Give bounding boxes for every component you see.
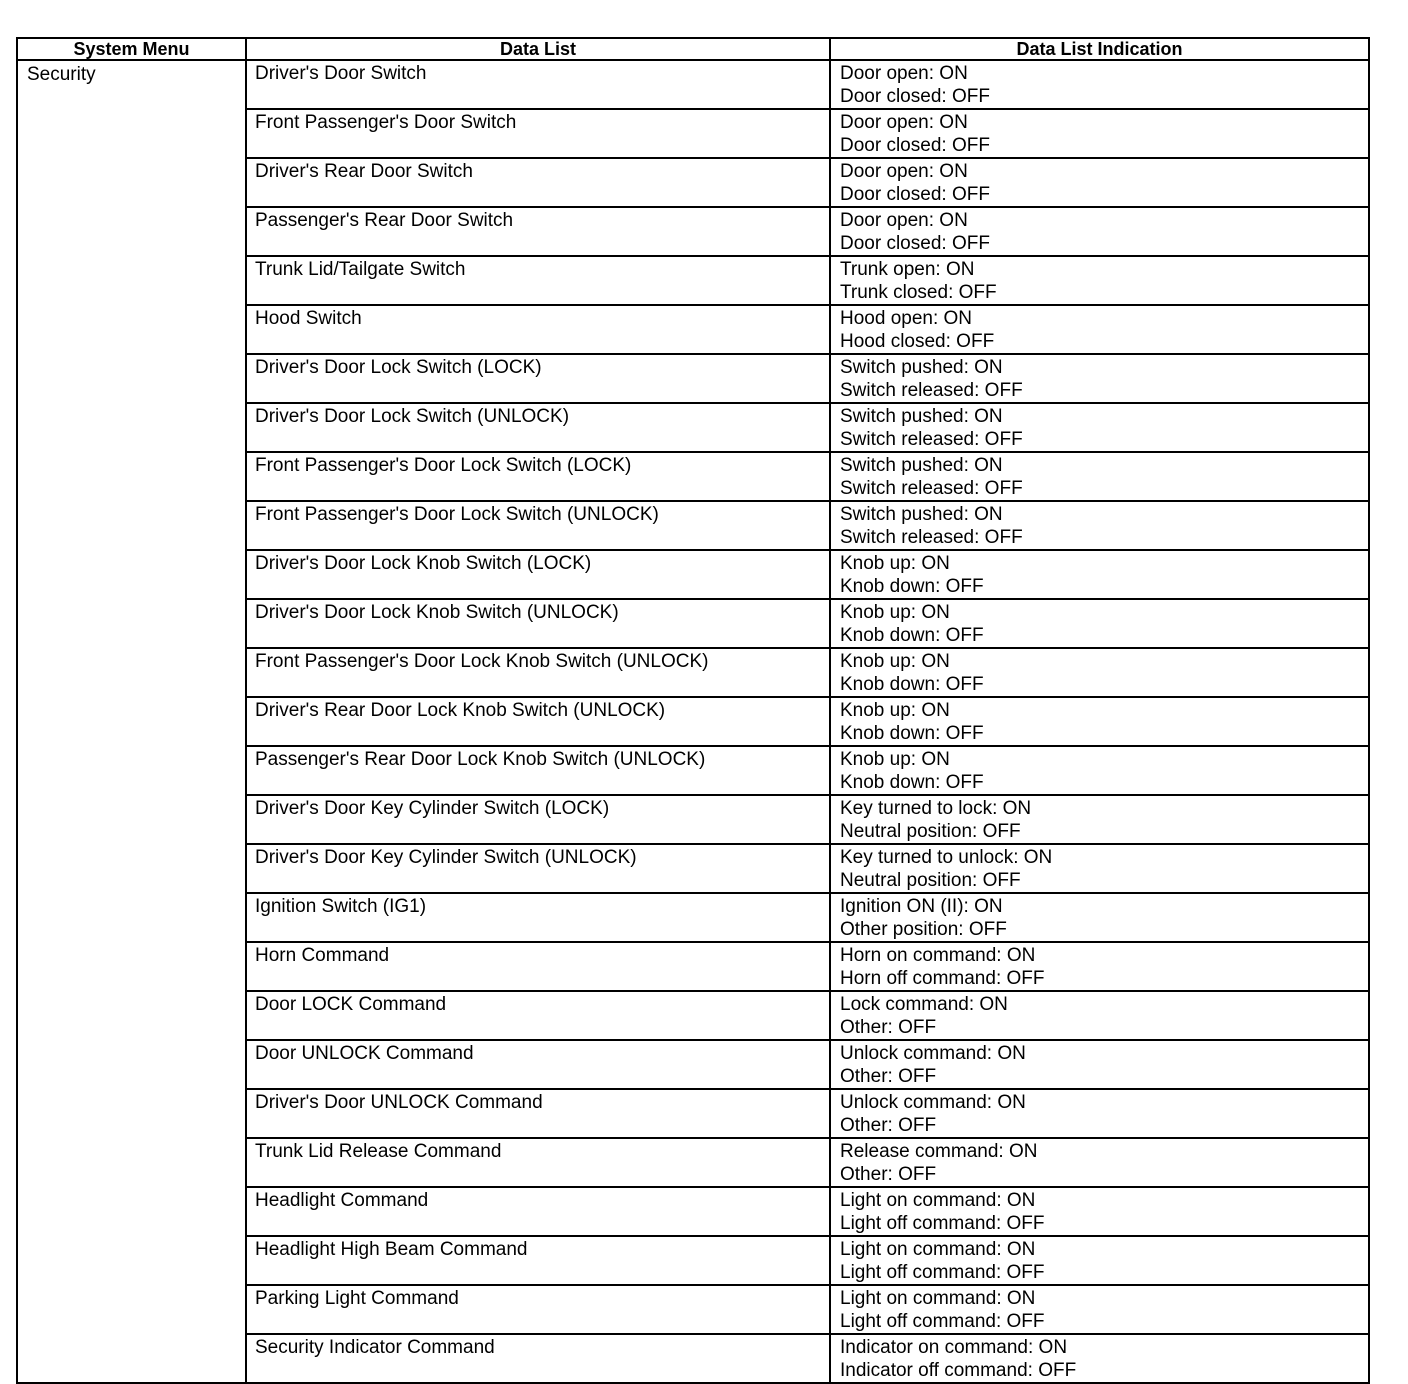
indication-off-text: Indicator off command: OFF	[840, 1360, 1077, 1381]
indication-on-text: Indicator on command: ON	[840, 1337, 1068, 1358]
data-list-indication	[830, 1040, 1369, 1089]
indication-off-text: Light off command: OFF	[840, 1213, 1045, 1234]
indication-on-text: Light on command: ON	[840, 1239, 1036, 1260]
data-list-item: Driver's Door Key Cylinder Switch (UNLOCK)	[246, 844, 830, 893]
indication-on-text: Key turned to lock: ON	[840, 798, 1032, 819]
data-list-indication	[830, 599, 1369, 648]
data-list-indication	[830, 991, 1369, 1040]
header-system-menu: System Menu	[17, 38, 246, 60]
data-list-indication	[830, 60, 1369, 109]
indication-off-text: Knob down: OFF	[840, 674, 984, 695]
data-list-indication	[830, 207, 1369, 256]
data-list-item: Headlight Command	[246, 1187, 830, 1236]
data-list-indication	[830, 795, 1369, 844]
data-list-indication	[830, 305, 1369, 354]
data-list-indication	[830, 1334, 1369, 1383]
data-list-item: Driver's Door Lock Knob Switch (UNLOCK)	[246, 599, 830, 648]
data-list-item: Passenger's Rear Door Lock Knob Switch (UNLOCK)	[246, 746, 830, 795]
indication-on-text: Hood open: ON	[840, 308, 973, 329]
indication-on-text: Key turned to unlock: ON	[840, 847, 1053, 868]
data-list-indication	[830, 942, 1369, 991]
header-row	[17, 38, 1369, 60]
security-data-list-table	[16, 37, 1370, 1384]
indication-on-text: Trunk open: ON	[840, 259, 975, 280]
indication-on-text: Knob up: ON	[840, 553, 950, 574]
indication-on-text: Switch pushed: ON	[840, 455, 1003, 476]
indication-on-text: Lock command: ON	[840, 994, 1008, 1015]
data-list-item: Driver's Door Lock Switch (LOCK)	[246, 354, 830, 403]
header-data-list: Data List	[246, 38, 830, 60]
data-list-item: Driver's Door Lock Switch (UNLOCK)	[246, 403, 830, 452]
system-menu-cell: Security	[17, 60, 246, 1383]
data-list-indication	[830, 697, 1369, 746]
indication-on-text: Light on command: ON	[840, 1288, 1036, 1309]
indication-on-text: Door open: ON	[840, 63, 968, 84]
data-list-item: Driver's Rear Door Lock Knob Switch (UNLOCK)	[246, 697, 830, 746]
indication-off-text: Switch released: OFF	[840, 527, 1023, 548]
indication-on-text: Ignition ON (II): ON	[840, 896, 1003, 917]
data-list-item: Front Passenger's Door Switch	[246, 109, 830, 158]
indication-on-text: Door open: ON	[840, 210, 968, 231]
indication-on-text: Switch pushed: ON	[840, 357, 1003, 378]
header-data-list-indication: Data List Indication	[830, 38, 1369, 60]
data-list-indication	[830, 109, 1369, 158]
indication-off-text: Door closed: OFF	[840, 184, 990, 205]
data-list-item: Security Indicator Command	[246, 1334, 830, 1383]
indication-off-text: Switch released: OFF	[840, 429, 1023, 450]
data-list-indication	[830, 648, 1369, 697]
indication-off-text: Hood closed: OFF	[840, 331, 995, 352]
data-list-item: Headlight High Beam Command	[246, 1236, 830, 1285]
indication-off-text: Other: OFF	[840, 1066, 937, 1087]
indication-on-text: Switch pushed: ON	[840, 406, 1003, 427]
indication-off-text: Neutral position: OFF	[840, 821, 1021, 842]
data-list-indication	[830, 403, 1369, 452]
indication-on-text: Release command: ON	[840, 1141, 1038, 1162]
indication-on-text: Light on command: ON	[840, 1190, 1036, 1211]
indication-off-text: Light off command: OFF	[840, 1311, 1045, 1332]
data-list-indication	[830, 1089, 1369, 1138]
data-list-item: Trunk Lid Release Command	[246, 1138, 830, 1187]
data-list-item: Door LOCK Command	[246, 991, 830, 1040]
indication-on-text: Door open: ON	[840, 112, 968, 133]
data-list-item: Hood Switch	[246, 305, 830, 354]
indication-off-text: Other: OFF	[840, 1164, 937, 1185]
indication-off-text: Other position: OFF	[840, 919, 1007, 940]
indication-off-text: Switch released: OFF	[840, 380, 1023, 401]
table-row	[17, 60, 1369, 109]
indication-on-text: Knob up: ON	[840, 700, 950, 721]
indication-on-text: Unlock command: ON	[840, 1092, 1026, 1113]
data-list-indication	[830, 1187, 1369, 1236]
data-list-item: Front Passenger's Door Lock Knob Switch (UNLOCK)	[246, 648, 830, 697]
data-list-indication	[830, 452, 1369, 501]
indication-on-text: Knob up: ON	[840, 651, 950, 672]
data-list-indication	[830, 1138, 1369, 1187]
data-list-item: Trunk Lid/Tailgate Switch	[246, 256, 830, 305]
indication-on-text: Horn on command: ON	[840, 945, 1036, 966]
indication-off-text: Knob down: OFF	[840, 576, 984, 597]
data-list-indication	[830, 746, 1369, 795]
data-list-item: Driver's Door UNLOCK Command	[246, 1089, 830, 1138]
data-list-indication	[830, 1285, 1369, 1334]
indication-on-text: Switch pushed: ON	[840, 504, 1003, 525]
indication-off-text: Neutral position: OFF	[840, 870, 1021, 891]
data-list-item: Driver's Door Key Cylinder Switch (LOCK)	[246, 795, 830, 844]
indication-off-text: Knob down: OFF	[840, 772, 984, 793]
data-list-item: Driver's Door Switch	[246, 60, 830, 109]
table-body	[17, 60, 1369, 1383]
indication-off-text: Trunk closed: OFF	[840, 282, 997, 303]
indication-on-text: Unlock command: ON	[840, 1043, 1026, 1064]
indication-on-text: Door open: ON	[840, 161, 968, 182]
data-list-indication	[830, 893, 1369, 942]
data-list-indication	[830, 256, 1369, 305]
data-list-item: Parking Light Command	[246, 1285, 830, 1334]
indication-off-text: Other: OFF	[840, 1017, 937, 1038]
indication-off-text: Door closed: OFF	[840, 86, 990, 107]
data-list-item: Passenger's Rear Door Switch	[246, 207, 830, 256]
indication-off-text: Door closed: OFF	[840, 233, 990, 254]
data-list-item: Horn Command	[246, 942, 830, 991]
data-list-indication	[830, 158, 1369, 207]
indication-off-text: Light off command: OFF	[840, 1262, 1045, 1283]
data-list-item: Ignition Switch (IG1)	[246, 893, 830, 942]
indication-off-text: Switch released: OFF	[840, 478, 1023, 499]
indication-off-text: Horn off command: OFF	[840, 968, 1045, 989]
indication-off-text: Other: OFF	[840, 1115, 937, 1136]
data-list-indication	[830, 354, 1369, 403]
data-list-indication	[830, 550, 1369, 599]
data-list-item: Driver's Door Lock Knob Switch (LOCK)	[246, 550, 830, 599]
data-list-item: Front Passenger's Door Lock Switch (LOCK)	[246, 452, 830, 501]
data-list-indication	[830, 1236, 1369, 1285]
indication-on-text: Knob up: ON	[840, 602, 950, 623]
data-list-item: Door UNLOCK Command	[246, 1040, 830, 1089]
data-list-item: Front Passenger's Door Lock Switch (UNLOCK)	[246, 501, 830, 550]
data-list-item: Driver's Rear Door Switch	[246, 158, 830, 207]
indication-on-text: Knob up: ON	[840, 749, 950, 770]
data-list-indication	[830, 844, 1369, 893]
indication-off-text: Knob down: OFF	[840, 723, 984, 744]
indication-off-text: Knob down: OFF	[840, 625, 984, 646]
data-list-indication	[830, 501, 1369, 550]
indication-off-text: Door closed: OFF	[840, 135, 990, 156]
